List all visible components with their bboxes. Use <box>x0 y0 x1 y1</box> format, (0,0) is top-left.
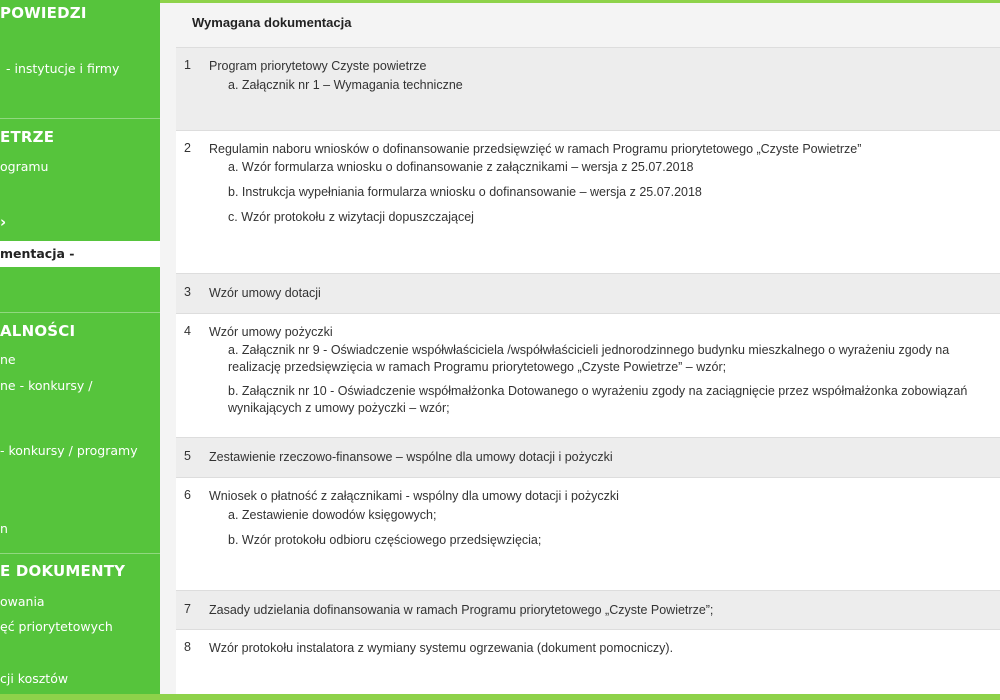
row-subitem[interactable]: b. Instrukcja wypełniania formularza wniosku o dofinansowanie – wersja z 25.07.2018 <box>228 185 702 199</box>
row-number: 7 <box>184 602 191 616</box>
sidebar-divider <box>0 118 160 119</box>
row-subitem[interactable]: c. Wzór protokołu z wizytacji dopuszczającej <box>228 210 474 224</box>
sidebar-item-konkursy[interactable]: ne - konkursy / <box>0 378 93 393</box>
sidebar-item-konkursy-programy[interactable]: - konkursy / programy <box>0 443 138 458</box>
row-title[interactable]: Zasady udzielania dofinansowania w ramach Programu priorytetowego „Czyste Powietrze”; <box>209 603 714 617</box>
sidebar-item-owania[interactable]: owania <box>0 594 45 609</box>
row-subitem[interactable]: a. Załącznik nr 1 – Wymagania techniczne <box>228 78 463 92</box>
sidebar-item-priorytetowych[interactable]: ęć priorytetowych <box>0 619 113 634</box>
sidebar-divider <box>0 312 160 313</box>
table-row <box>176 629 1000 694</box>
table-row <box>176 273 1000 313</box>
sidebar-nav <box>0 0 160 700</box>
row-title[interactable]: Wzór protokołu instalatora z wymiany systemu ogrzewania (dokument pomocniczy). <box>209 641 674 655</box>
row-title[interactable]: Regulamin naboru wniosków o dofinansowanie przedsięwzięć w ramach Programu priorytetowego „Czyste Powietrze” <box>209 142 862 156</box>
row-title[interactable]: Wzór umowy dotacji <box>209 286 321 300</box>
sidebar-heading-powietrze[interactable]: ETRZE <box>0 128 55 146</box>
sidebar-item-kosztow[interactable]: cji kosztów <box>0 671 69 686</box>
row-number: 1 <box>184 58 191 72</box>
row-subitem[interactable]: a. Zestawienie dowodów księgowych; <box>228 508 437 522</box>
sidebar-heading-dokumenty[interactable]: E DOKUMENTY <box>0 562 126 580</box>
row-number: 6 <box>184 488 191 502</box>
row-subitem[interactable]: a. Załącznik nr 9 - Oświadczenie współwłaściciela /współwłaścicieli jednorodzinnego budynku mieszkalnego o wyrażeniu zgody na realizację przedsięwzięcia w ramach Programu priorytetowego „Czyste Powietrze” – wzór; <box>228 343 950 374</box>
sidebar-item-dokumentacja[interactable]: mentacja - <box>0 246 75 261</box>
sidebar-heading-aktualnosci[interactable]: ALNOŚCI <box>0 322 76 340</box>
sidebar-item-instytucje[interactable]: - instytucje i firmy <box>6 61 120 76</box>
row-number: 3 <box>184 285 191 299</box>
table-row <box>176 437 1000 477</box>
main-content <box>160 3 1000 694</box>
chevron-right-icon[interactable]: › <box>0 213 7 231</box>
table-row <box>176 313 1000 437</box>
row-number: 5 <box>184 449 191 463</box>
row-subitem[interactable]: b. Załącznik nr 10 - Oświadczenie współmałżonka Dotowanego o wyrażeniu zgody na zaciągnięcie przez współmałżonka zobowiązań wynikających z umowy pożyczki – wzór; <box>228 384 968 415</box>
row-subitem[interactable]: a. Wzór formularza wniosku o dofinansowanie z załącznikami – wersja z 25.07.2018 <box>228 160 694 174</box>
table-row <box>176 477 1000 590</box>
table-row <box>176 590 1000 629</box>
table-header: Wymagana dokumentacja <box>192 15 352 30</box>
sidebar-item-ne[interactable]: ne <box>0 352 16 367</box>
sidebar-item-n[interactable]: n <box>0 521 8 536</box>
table-row <box>176 130 1000 273</box>
row-number: 4 <box>184 324 191 338</box>
bottom-accent-bar <box>0 694 1000 700</box>
row-title[interactable]: Wzór umowy pożyczki <box>209 325 333 339</box>
row-title[interactable]: Zestawienie rzeczowo-finansowe – wspólne dla umowy dotacji i pożyczki <box>209 450 613 464</box>
row-subitem[interactable]: b. Wzór protokołu odbioru częściowego przedsięwzięcia; <box>228 533 542 547</box>
sidebar-item-programu[interactable]: ogramu <box>0 159 49 174</box>
row-title[interactable]: Program priorytetowy Czyste powietrze <box>209 59 427 73</box>
row-number: 8 <box>184 640 191 654</box>
table-row <box>176 47 1000 130</box>
row-number: 2 <box>184 141 191 155</box>
row-title[interactable]: Wniosek o płatność z załącznikami - wspólny dla umowy dotacji i pożyczki <box>209 489 619 503</box>
sidebar-heading-odpowiedzi[interactable]: POWIEDZI <box>0 4 87 22</box>
sidebar-divider <box>0 553 160 554</box>
